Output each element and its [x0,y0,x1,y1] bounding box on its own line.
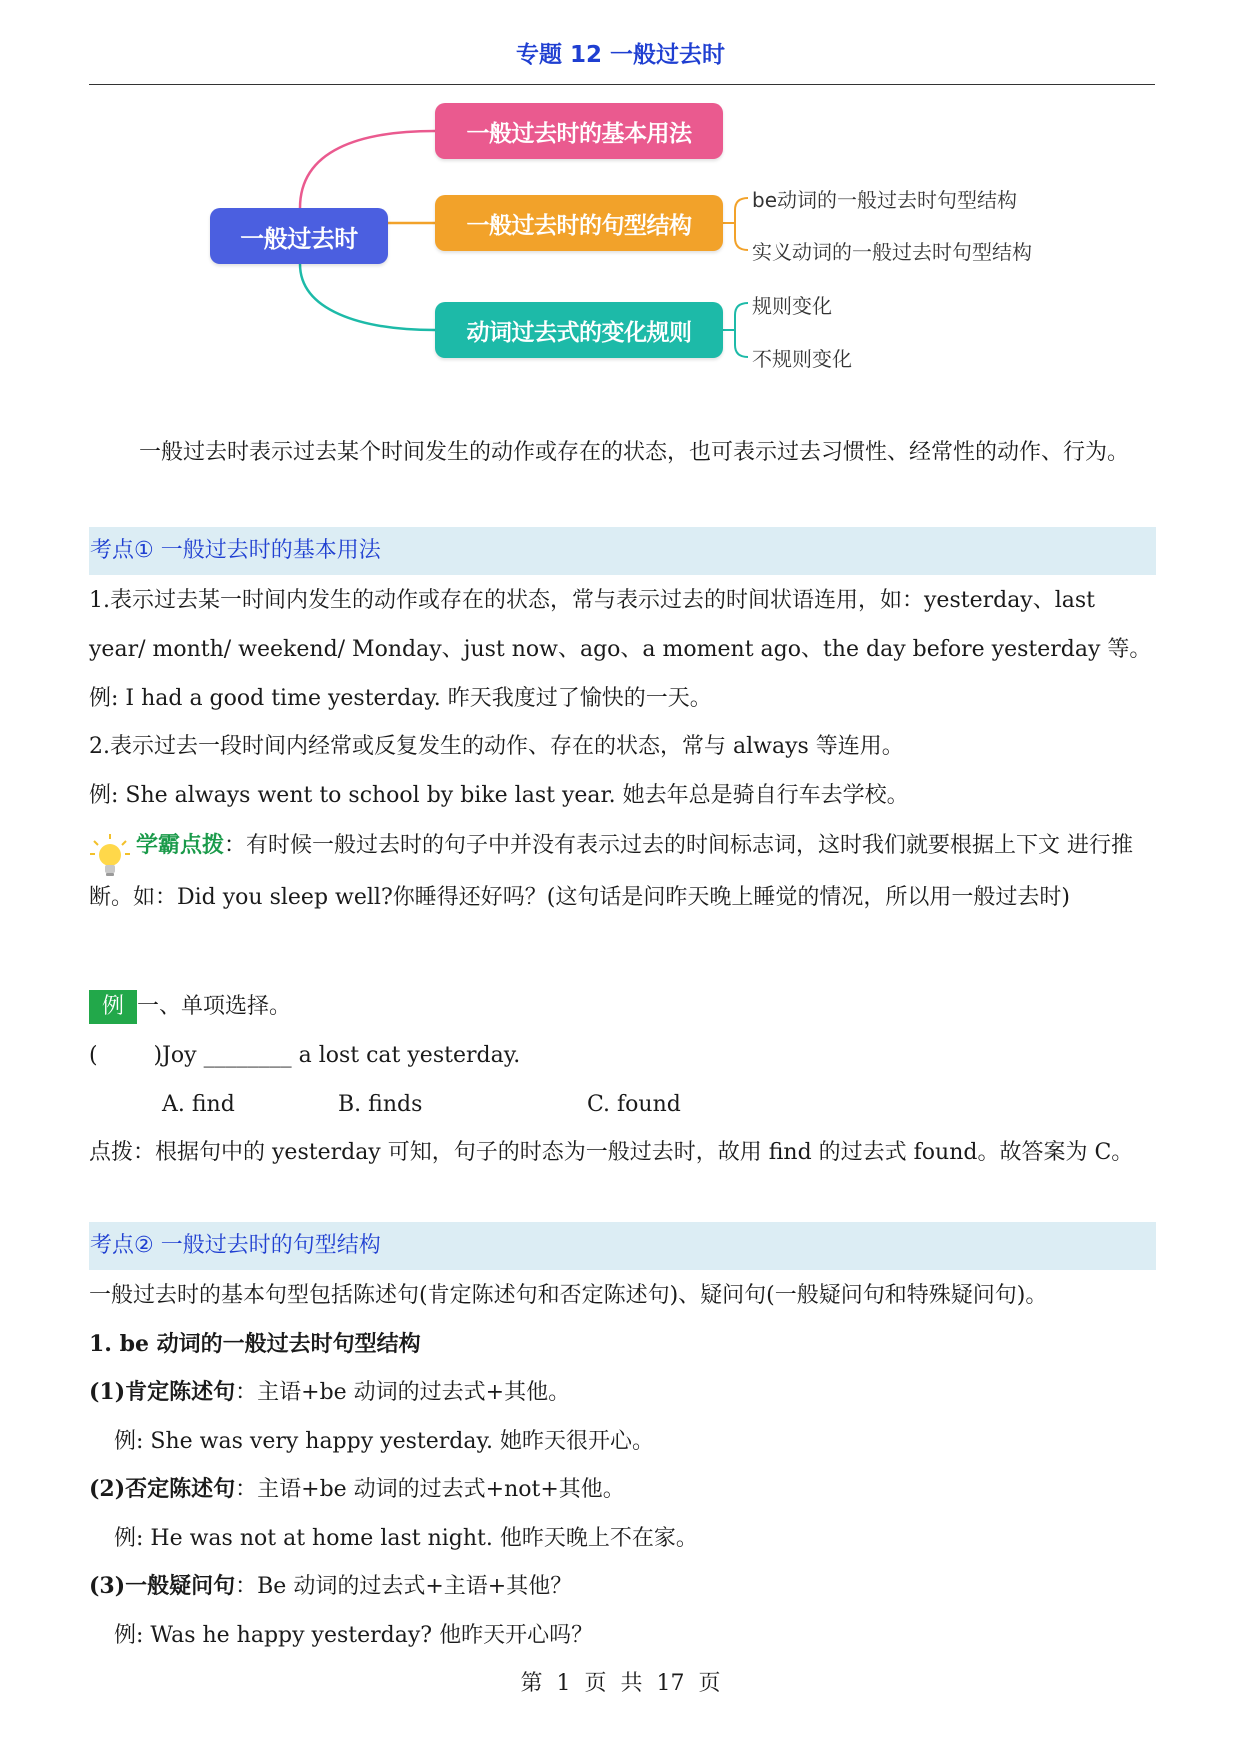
page-footer: 第 1 页 共 17 页 [520,1671,721,1696]
rule-label: (3)一般疑问句 [89,1573,236,1599]
intro-paragraph: 一般过去时表示过去某个时间发生的动作或存在的状态，也可表示过去习惯性、经常性的动作、行为。 [139,440,1130,465]
rule-example: 例: Was he happy yesterday? 他昨天开心吗？ [114,1623,594,1648]
rule-example: 例: She was very happy yesterday. 她昨天很开心。 [114,1429,654,1454]
tip-text: ：有时候一般过去时的句子中并没有表示过去的时间标志词，这时我们就要根据上下文 进行推断。如：Did you sleep well?你睡得还好吗？(这句话是问昨天晚上睡觉的情况，所以用一般过去时) [89,833,1134,910]
rule-affirmative [89,1368,1155,1417]
mindmap-leaf: 实义动词的一般过去时句型结构 [752,240,1032,264]
rule-question [89,1562,1155,1611]
mind-map [0,0,1241,400]
section2-intro: 一般过去时的基本句型包括陈述句(肯定陈述句和否定陈述句)、疑问句(一般疑问句和特殊疑问句)。 [89,1283,1048,1308]
mindmap-branch-sentence-structure: 一般过去时的句型结构 [435,195,723,251]
rule-label: (1)肯定陈述句 [89,1379,236,1405]
question: ( )Joy ________ a lost cat yesterday. [89,1043,521,1068]
example-title: 一、单项选择。 [137,994,292,1019]
option-a: A. find [162,1092,235,1117]
tip-label: 学霸点拨 [136,833,225,858]
option-c: C. found [587,1092,681,1117]
rule-text: ：Be 动词的过去式+主语+其他？ [235,1574,573,1599]
mindmap-leaf: 规则变化 [752,294,832,318]
rule-negative [89,1465,1155,1514]
tip-paragraph [89,820,1155,924]
section2-subheading: 1. be 动词的一般过去时句型结构 [89,1331,421,1357]
section1-heading: 考点① 一般过去时的基本用法 [89,527,1156,575]
rule-text: ：主语+be 动词的过去式+not+其他。 [235,1477,625,1502]
mindmap-root: 一般过去时 [210,208,388,264]
mindmap-leaf: be动词的一般过去时句型结构 [752,188,1017,212]
explanation: 点拨：根据句中的 yesterday 可知，句子的时态为一般过去时，故用 find 的过去式 found。故答案为 C。 [89,1140,1134,1165]
mindmap-branch-basic-usage: 一般过去时的基本用法 [435,103,723,159]
section1-point2: 2.表示过去一段时间内经常或反复发生的动作、存在的状态，常与 always 等连用。 [89,734,904,759]
rule-example: 例: He was not at home last night. 他昨天晚上不在家。 [114,1526,698,1551]
example-header [89,982,1155,1031]
section1-point1: 1.表示过去某一时间内发生的动作或存在的状态，常与表示过去的时间状语连用，如：yesterday、last year/ month/ weekend/ Monday、just now、ago、a moment ago、the day before yesterday 等。 [89,588,1152,662]
section1-example2: 例: She always went to school by bike last year. 她去年总是骑自行车去学校。 [89,783,909,808]
page-title: 专题 12 一般过去时 [515,42,726,68]
mindmap-branch-verb-change-rules: 动词过去式的变化规则 [435,302,723,358]
option-b: B. finds [338,1092,423,1117]
rule-text: ：主语+be 动词的过去式+其他。 [235,1380,571,1405]
rule-label: (2)否定陈述句 [89,1476,236,1502]
mindmap-leaf: 不规则变化 [752,347,852,371]
example-tag: 例 [89,990,137,1024]
section1-example1: 例: I had a good time yesterday. 昨天我度过了愉快的一天。 [89,686,712,711]
section2-heading: 考点② 一般过去时的句型结构 [89,1222,1156,1270]
